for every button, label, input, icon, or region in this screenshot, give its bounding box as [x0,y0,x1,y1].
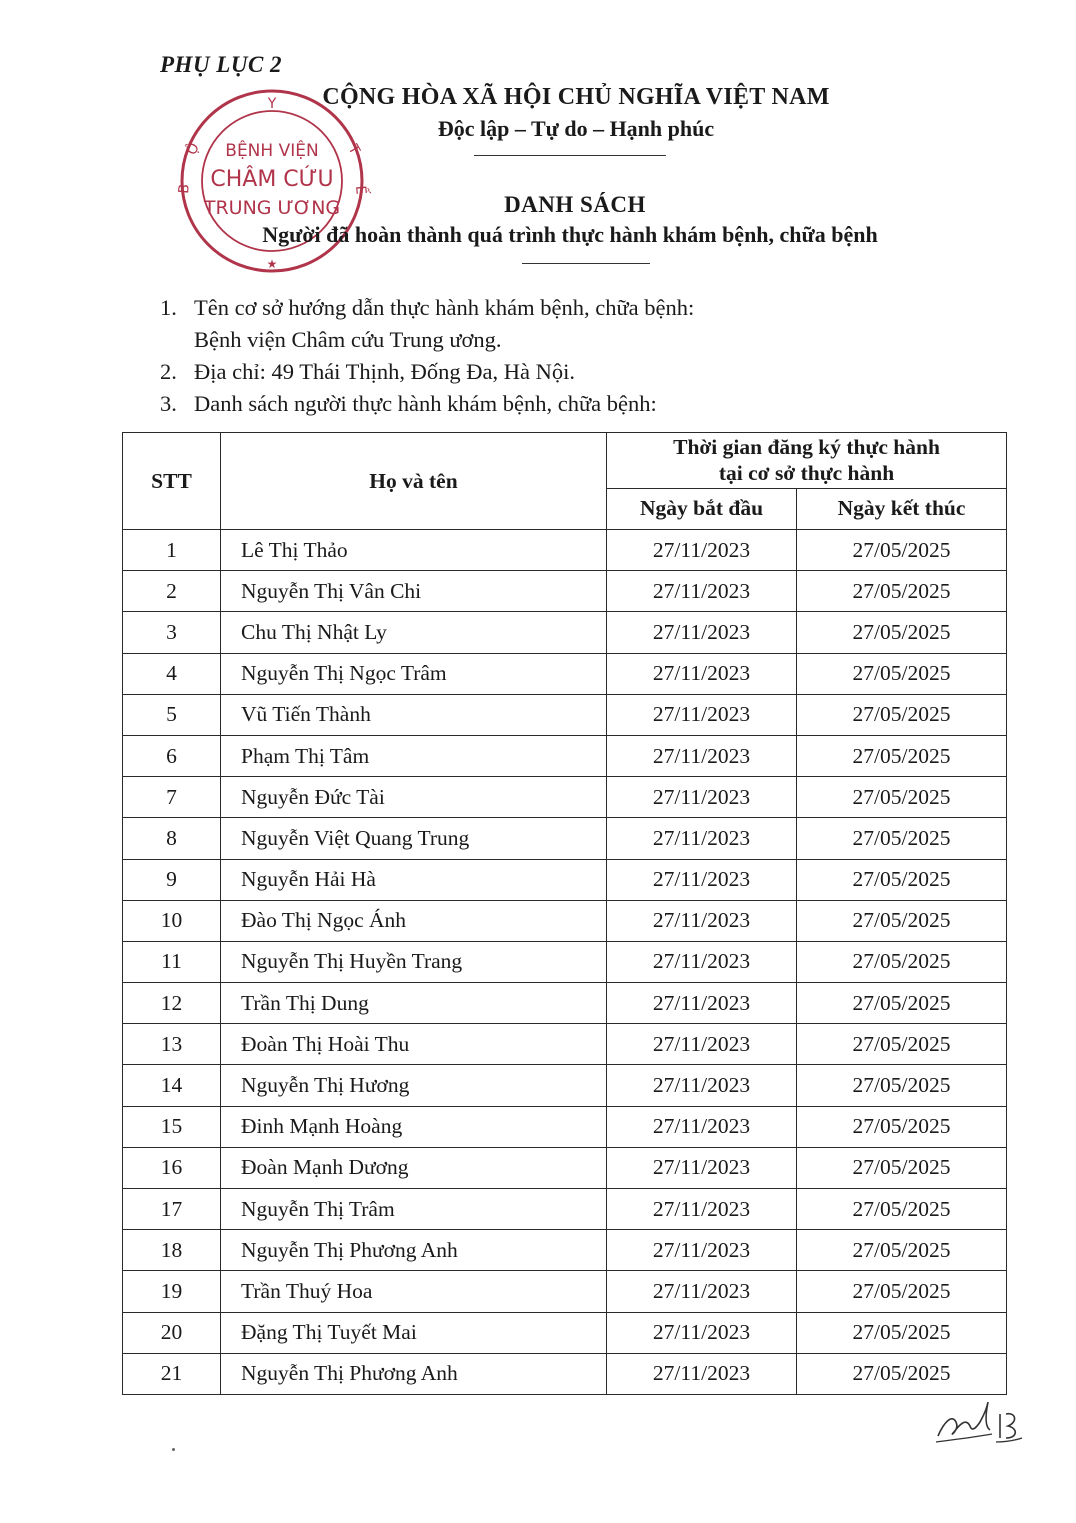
svg-text:★: ★ [266,257,278,271]
table-row [123,818,1007,859]
table-row [123,1312,1007,1353]
row-start-date: 27/11/2023 [607,571,797,612]
table-row [123,1106,1007,1147]
row-start-date: 27/11/2023 [607,1230,797,1271]
row-stt: 11 [123,941,221,982]
row-end-date: 27/05/2025 [797,735,1007,776]
row-stt: 4 [123,653,221,694]
row-start-date: 27/11/2023 [607,777,797,818]
trainee-table-body [123,530,1007,1395]
row-name: Trần Thuý Hoa [221,1271,607,1312]
row-stt: 12 [123,983,221,1024]
row-stt: 10 [123,900,221,941]
row-stt: 7 [123,777,221,818]
row-end-date: 27/05/2025 [797,900,1007,941]
svg-text:Ế: Ế [352,184,369,196]
row-end-date: 27/05/2025 [797,983,1007,1024]
row-stt: 14 [123,1065,221,1106]
row-end-date: 27/05/2025 [797,1271,1007,1312]
row-start-date: 27/11/2023 [607,1312,797,1353]
national-motto: Độc lập – Tự do – Hạnh phúc [437,116,715,141]
row-end-date: 27/05/2025 [797,612,1007,653]
svg-text:B: B [176,183,193,195]
row-end-date: 27/05/2025 [797,694,1007,735]
header-end-date: Ngày kết thúc [797,488,1007,529]
table-row [123,735,1007,776]
row-name: Phạm Thị Tâm [221,735,607,776]
header-time-group [607,433,1007,489]
item-text: Danh sách người thực hành khám bệnh, chữa bệnh: [194,391,657,416]
header-name: Họ và tên [221,433,607,530]
row-end-date: 27/05/2025 [797,859,1007,900]
table-row [123,983,1007,1024]
row-name: Đoàn Thị Hoài Thu [221,1024,607,1065]
row-stt: 13 [123,1024,221,1065]
appendix-label: PHỤ LỤC 2 [160,52,283,77]
row-name: Nguyễn Thị Huyền Trang [221,941,607,982]
row-name: Chu Thị Nhật Ly [221,612,607,653]
table-row [123,653,1007,694]
title-underline [522,263,650,264]
info-item [160,324,980,356]
item-number [160,324,194,356]
table-row [123,1353,1007,1394]
header-stt: STT [123,433,221,530]
row-start-date: 27/11/2023 [607,694,797,735]
row-start-date: 27/11/2023 [607,1106,797,1147]
row-start-date: 27/11/2023 [607,941,797,982]
row-stt: 20 [123,1312,221,1353]
row-end-date: 27/05/2025 [797,1353,1007,1394]
table-row [123,1024,1007,1065]
row-stt: 8 [123,818,221,859]
table-row [123,1147,1007,1188]
row-name: Nguyễn Thị Phương Anh [221,1230,607,1271]
row-end-date: 27/05/2025 [797,653,1007,694]
row-start-date: 27/11/2023 [607,859,797,900]
row-name: Vũ Tiến Thành [221,694,607,735]
row-name: Nguyễn Thị Trâm [221,1189,607,1230]
row-name: Nguyễn Việt Quang Trung [221,818,607,859]
item-number: 3. [160,391,177,416]
row-end-date: 27/05/2025 [797,1189,1007,1230]
item-number: 2. [160,359,177,384]
row-stt: 18 [123,1230,221,1271]
row-start-date: 27/11/2023 [607,818,797,859]
row-end-date: 27/05/2025 [797,1312,1007,1353]
row-end-date: 27/05/2025 [797,571,1007,612]
row-stt: 21 [123,1353,221,1394]
table-row [123,900,1007,941]
row-start-date: 27/11/2023 [607,1024,797,1065]
row-stt: 9 [123,859,221,900]
row-name: Trần Thị Dung [221,983,607,1024]
row-end-date: 27/05/2025 [797,1106,1007,1147]
svg-text:T: T [344,142,363,158]
row-end-date: 27/05/2025 [797,1065,1007,1106]
svg-text:Y: Y [267,96,277,112]
table-row [123,1271,1007,1312]
row-start-date: 27/11/2023 [607,900,797,941]
row-start-date: 27/11/2023 [607,530,797,571]
row-end-date: 27/05/2025 [797,530,1007,571]
row-name: Đào Thị Ngọc Ánh [221,900,607,941]
stamp-line-3: TRUNG ƯƠNG [203,197,341,219]
initials-signature [930,1392,1026,1448]
trainee-table-container [122,432,1006,1395]
row-stt: 1 [123,530,221,571]
document-title: DANH SÁCH [504,192,646,217]
header-time-line-1: Thời gian đăng ký thực hành [673,435,940,460]
row-start-date: 27/11/2023 [607,735,797,776]
trainee-table [122,432,1007,1395]
table-row [123,571,1007,612]
row-stt: 19 [123,1271,221,1312]
row-end-date: 27/05/2025 [797,941,1007,982]
row-stt: 17 [123,1189,221,1230]
row-end-date: 27/05/2025 [797,1024,1007,1065]
table-row [123,1230,1007,1271]
table-row [123,530,1007,571]
row-start-date: 27/11/2023 [607,1271,797,1312]
table-row [123,941,1007,982]
row-stt: 3 [123,612,221,653]
row-start-date: 27/11/2023 [607,1065,797,1106]
row-name: Đinh Mạnh Hoàng [221,1106,607,1147]
table-row [123,1189,1007,1230]
header-start-date: Ngày bắt đầu [607,488,797,529]
row-name: Lê Thị Thảo [221,530,607,571]
row-name: Nguyễn Thị Vân Chi [221,571,607,612]
table-row [123,694,1007,735]
row-stt: 15 [123,1106,221,1147]
row-name: Nguyễn Thị Phương Anh [221,1353,607,1394]
scan-speck [172,1448,175,1451]
row-stt: 5 [123,694,221,735]
item-text: Bệnh viện Châm cứu Trung ương. [194,327,502,352]
row-name: Đặng Thị Tuyết Mai [221,1312,607,1353]
stamp-line-1: BỆNH VIỆN [225,141,319,161]
item-text: Tên cơ sở hướng dẫn thực hành khám bệnh, chữa bệnh: [194,295,695,320]
row-name: Nguyễn Hải Hà [221,859,607,900]
row-start-date: 27/11/2023 [607,1147,797,1188]
row-start-date: 27/11/2023 [607,1353,797,1394]
row-name: Đoàn Mạnh Dương [221,1147,607,1188]
item-text: Địa chỉ: 49 Thái Thịnh, Đống Đa, Hà Nội. [194,359,575,384]
table-row [123,777,1007,818]
svg-text:Ộ: Ộ [183,140,203,158]
table-row [123,859,1007,900]
item-number: 1. [160,295,177,320]
stamp-line-2: CHÂM CỨU [210,167,334,192]
document-subtitle: Người đã hoàn thành quá trình thực hành khám bệnh, chữa bệnh [262,222,878,247]
motto-underline [474,155,666,156]
row-end-date: 27/05/2025 [797,818,1007,859]
row-start-date: 27/11/2023 [607,612,797,653]
row-end-date: 27/05/2025 [797,1230,1007,1271]
row-name: Nguyễn Thị Hương [221,1065,607,1106]
row-name: Nguyễn Đức Tài [221,777,607,818]
row-end-date: 27/05/2025 [797,1147,1007,1188]
header-time-line-2: tại cơ sở thực hành [718,461,895,486]
row-start-date: 27/11/2023 [607,1189,797,1230]
row-stt: 16 [123,1147,221,1188]
country-name-heading: CỘNG HÒA XÃ HỘI CHỦ NGHĨA VIỆT NAM [322,84,830,110]
row-start-date: 27/11/2023 [607,983,797,1024]
row-name: Nguyễn Thị Ngọc Trâm [221,653,607,694]
row-stt: 6 [123,735,221,776]
info-items-list [160,292,980,420]
info-item [160,388,980,420]
table-row [123,1065,1007,1106]
info-item [160,356,980,388]
row-start-date: 27/11/2023 [607,653,797,694]
info-item [160,292,980,324]
row-end-date: 27/05/2025 [797,777,1007,818]
row-stt: 2 [123,571,221,612]
table-row [123,612,1007,653]
